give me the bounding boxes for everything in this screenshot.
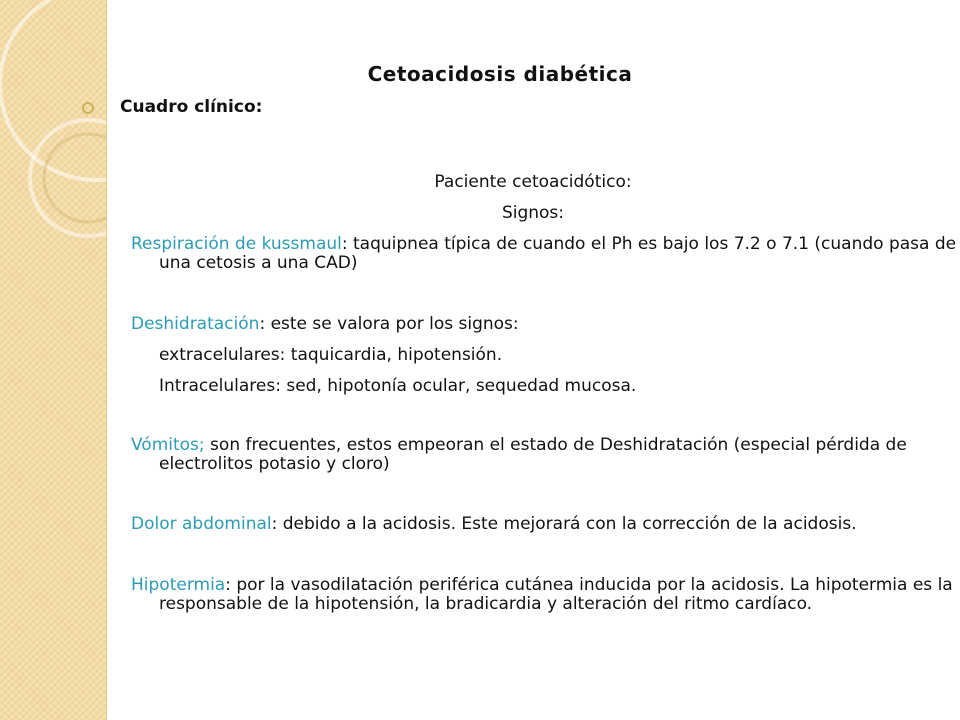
item-respiracion [131, 235, 959, 273]
text-respiracion: : taquipnea típica de cuando el Ph es bajo los 7.2 o 7.1 (cuando pasa de una cetosis a una CAD) [159, 234, 957, 273]
term-vomitos: Vómitos; [131, 435, 205, 455]
term-deshidratacion: Deshidratación [131, 314, 260, 334]
term-respiracion: Respiración de kussmaul [131, 234, 342, 254]
patient-line: Paciente cetoacidótico: [434, 172, 632, 192]
text-hipotermia: : por la vasodilatación periférica cutánea inducida por la acidosis. La hipotermia es la responsable de la hipotensión, la bradicardia y alteración del ritmo cardíaco. [159, 575, 953, 614]
item-vomitos [131, 436, 959, 474]
term-dolor: Dolor abdominal [131, 514, 272, 534]
subheading [82, 97, 262, 117]
text-dolor: : debido a la acidosis. Este mejorará con la corrección de la acidosis. [271, 514, 857, 534]
item-intracelulares: Intracelulares: sed, hipotonía ocular, sequedad mucosa. [159, 376, 637, 396]
term-hipotermia: Hipotermia [131, 575, 226, 595]
signs-line: Signos: [501, 203, 565, 223]
text-deshidratacion: : este se valora por los signos: [259, 314, 519, 334]
slide-title: Cetoacidosis diabética [367, 62, 633, 86]
subheading-text: Cuadro clínico: [120, 97, 263, 117]
item-extracelulares: extracelulares: taquicardia, hipotensión. [159, 345, 503, 365]
text-vomitos: son frecuentes, estos empeoran el estado de Deshidratación (especial pérdida de electrolitos potasio y cloro) [159, 435, 907, 474]
item-deshidratacion [131, 315, 931, 334]
item-hipotermia [131, 576, 959, 614]
item-dolor [131, 515, 951, 534]
